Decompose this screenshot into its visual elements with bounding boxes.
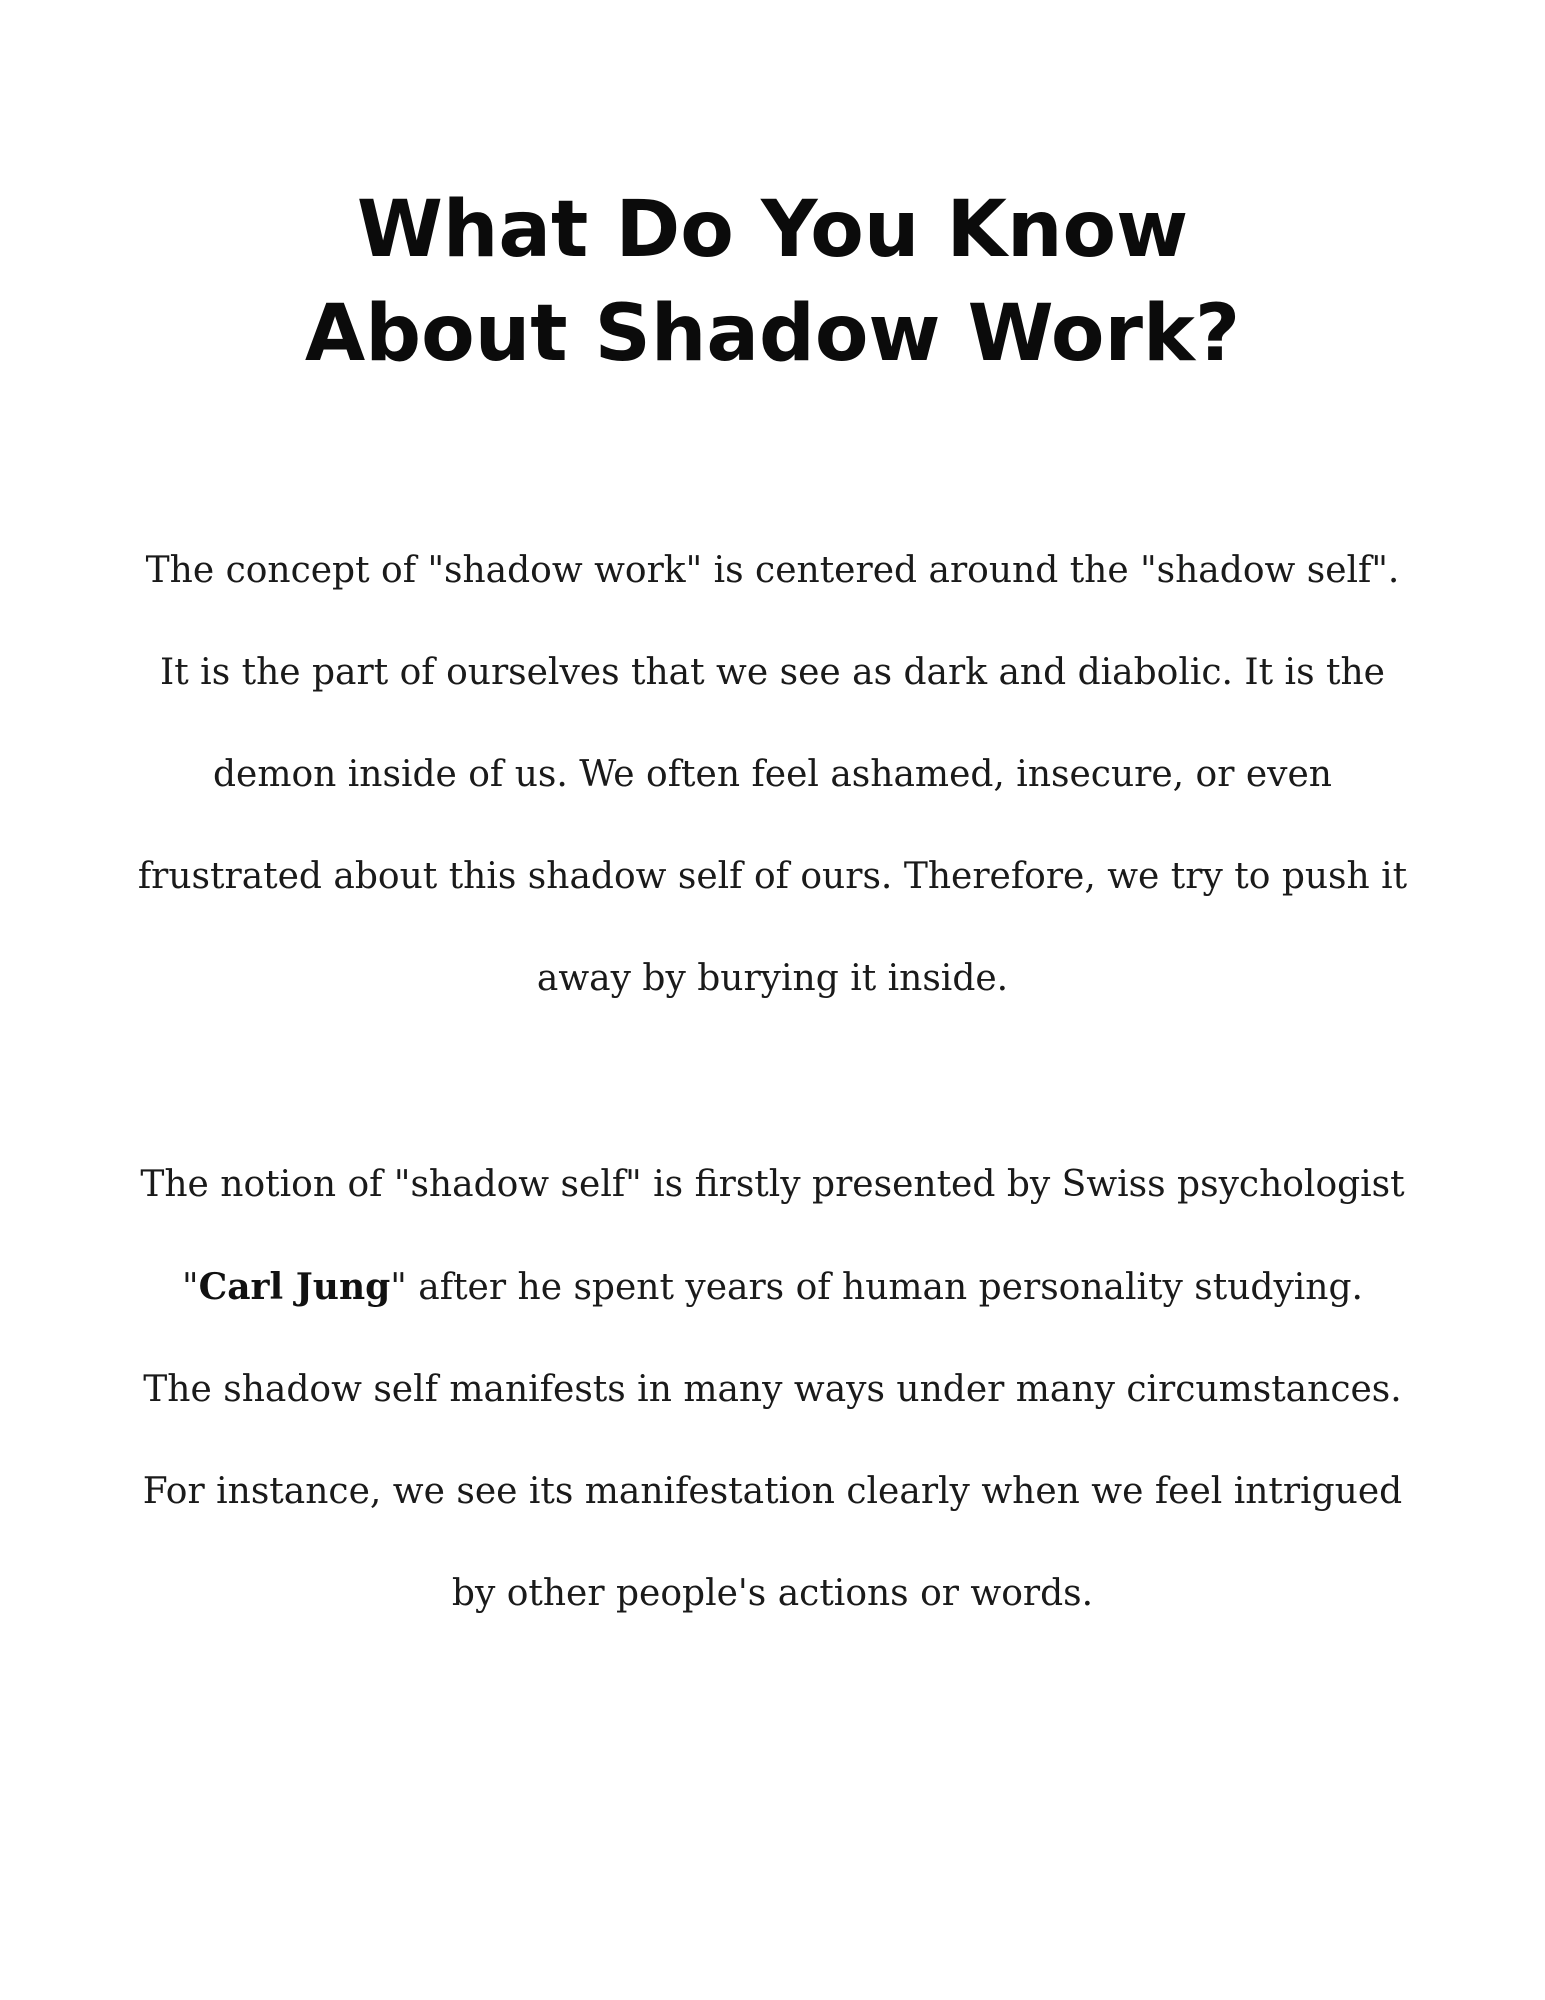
carl-jung-name: Carl Jung [198,1266,391,1308]
title-line-1: What Do You Know [356,185,1189,275]
paragraph-line: by other people's actions or words. [451,1573,1094,1614]
page-title [0,178,1545,386]
paragraph-carl-jung [120,1134,1425,1645]
paragraph-line: demon inside of us. We often feel ashamed, insecure, or even [212,754,1332,795]
paragraph-line: frustrated about this shadow self of ours. Therefore, we try to push it [137,856,1408,897]
paragraph-line: It is the part of ourselves that we see as dark and diabolic. It is the [160,652,1385,693]
paragraph-line: away by burying it inside. [536,958,1009,999]
open-quote: " [182,1267,199,1308]
paragraph-line: The concept of "shadow work" is centered around the "shadow self". [145,550,1400,591]
paragraph-line: For instance, we see its manifestation clearly when we feel intrigued [142,1471,1403,1512]
paragraph-line: The shadow self manifests in many ways under many circumstances. [143,1369,1402,1410]
paragraph-line: The notion of "shadow self" is firstly presented by Swiss psychologist [140,1164,1405,1205]
paragraph-shadow-work-concept [120,520,1425,1030]
paragraph-line [120,1236,1425,1339]
line-rest: " after he spent years of human personality studying. [390,1267,1363,1308]
title-line-2: About Shadow Work? [304,289,1241,379]
